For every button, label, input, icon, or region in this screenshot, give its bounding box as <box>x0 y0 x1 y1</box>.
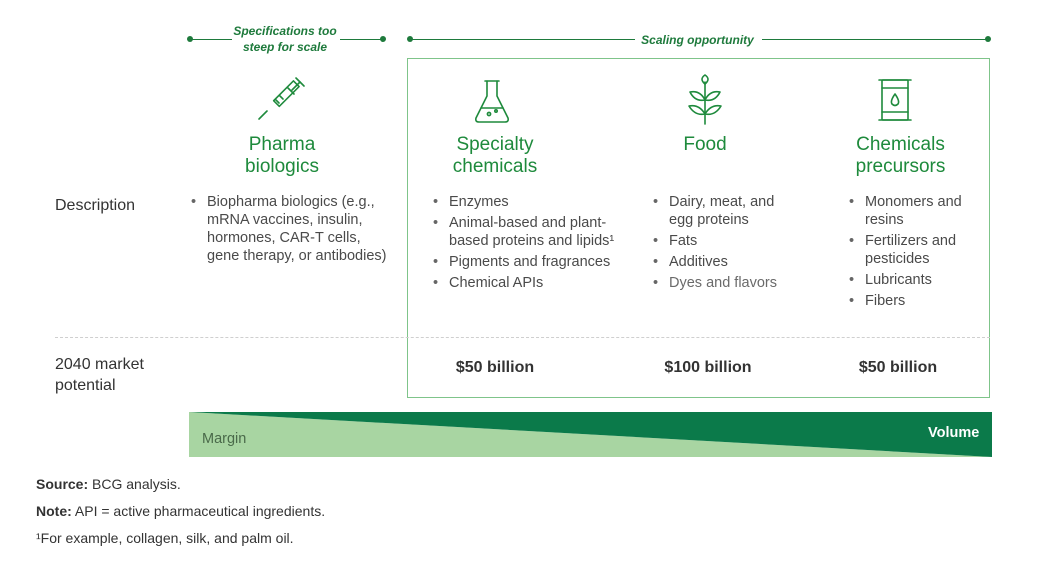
column-title-chemicals: Chemicals precursors <box>855 134 946 177</box>
list-item: • Chemical APIs <box>431 274 616 292</box>
bullets-food <box>651 193 796 295</box>
row-label-description: Description <box>55 197 136 214</box>
bracket-left-line-b <box>340 39 383 40</box>
margin-volume-wedge <box>189 412 992 462</box>
bracket-left-end-dot <box>380 36 386 42</box>
margin-label: Margin <box>202 431 247 447</box>
list-item: • Pigments and fragrances <box>431 253 616 271</box>
market-value-specialty: $50 billion <box>455 359 535 376</box>
flask-icon <box>472 78 512 126</box>
row-divider <box>55 337 990 338</box>
list-item: • Lubricants <box>847 271 977 289</box>
bracket-right-label: Scaling opportunity <box>641 33 754 47</box>
source-label: Source: <box>36 476 89 492</box>
bullets-pharma <box>189 193 389 268</box>
row-label-market: 2040 market potential <box>55 356 144 394</box>
barrel-icon <box>877 76 913 124</box>
list-item: • Monomers and resins <box>847 193 977 229</box>
bracket-left-label: Specifications too steep for scale <box>233 24 337 54</box>
bullets-chemicals <box>847 193 977 313</box>
list-item: • Fats <box>651 232 796 250</box>
volume-label: Volume <box>928 425 980 441</box>
bracket-right-line-a <box>410 39 635 40</box>
list-item: • Biopharma biologics (e.g., mRNA vaccines, insulin, hormones, CAR-T cells, gene therapy, or antibodies) <box>189 193 389 265</box>
syringe-icon <box>256 74 308 126</box>
list-item: • Additives <box>651 253 796 271</box>
list-item: • Animal-based and plant-based proteins and lipids¹ <box>431 214 616 250</box>
market-value-food: $100 billion <box>664 359 752 376</box>
bracket-right-line-b <box>762 39 988 40</box>
footnote-1: ¹For example, collagen, silk, and palm oil. <box>36 530 294 546</box>
bracket-right-end-dot <box>985 36 991 42</box>
column-title-specialty: Specialty chemicals <box>452 134 538 177</box>
bullets-specialty <box>431 193 616 295</box>
column-title-pharma: Pharma biologics <box>245 134 319 177</box>
source-text: BCG analysis. <box>92 476 181 492</box>
list-item: • Enzymes <box>431 193 616 211</box>
note-label: Note: <box>36 503 72 519</box>
source-note <box>36 476 181 492</box>
column-title-food: Food <box>683 134 727 155</box>
list-item: • Dairy, meat, and egg proteins <box>651 193 796 229</box>
plant-icon <box>684 74 726 126</box>
list-item: • Fibers <box>847 292 977 310</box>
market-value-chemicals: $50 billion <box>858 359 938 376</box>
bracket-left-line-a <box>190 39 232 40</box>
api-note <box>36 503 325 519</box>
note-text: API = active pharmaceutical ingredients. <box>74 503 326 519</box>
list-item: • Fertilizers and pesticides <box>847 232 977 268</box>
list-item: • Dyes and flavors <box>651 274 796 292</box>
